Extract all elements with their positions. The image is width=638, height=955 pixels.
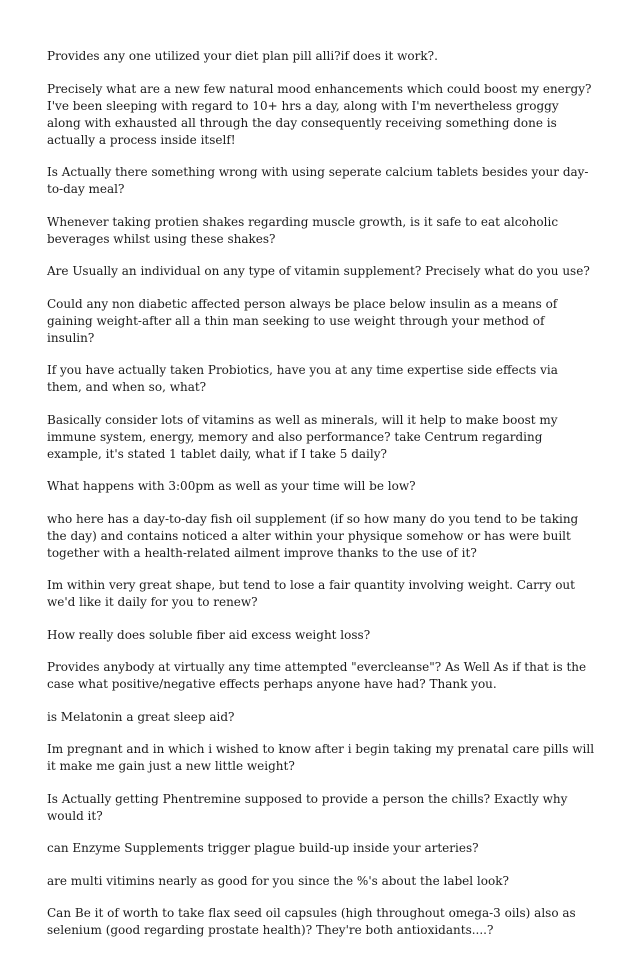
- paragraph: Precisely what are a new few natural mood enhancements which could boost my energy? I've been sleeping with regard to 10+ hrs a day, along with I'm nevertheless groggy along with exhausted all through the day consequently receiving something done is actually a process inside itself!: [47, 81, 592, 147]
- paragraph: are multi vitimins nearly as good for you since the %'s about the label look?: [47, 873, 509, 888]
- paragraph: Is Actually getting Phentremine supposed to provide a person the chills? Exactly why would it?: [47, 791, 568, 823]
- paragraph: Whenever taking protien shakes regarding muscle growth, is it safe to eat alcoholic beverages whilst using these shakes?: [47, 214, 559, 246]
- paragraph: Im within very great shape, but tend to lose a fair quantity involving weight. Carry out we'd like it daily for you to renew?: [47, 578, 575, 609]
- paragraph: Is Actually there something wrong with using seperate calcium tablets besides your day-to-day meal?: [47, 165, 589, 196]
- paragraph: Provides any one utilized your diet plan pill alli?if does it work?.: [47, 49, 438, 63]
- document-body: [47, 48, 595, 955]
- paragraph: Provides anybody at virtually any time attempted "evercleanse"? As Well As if that is the case what positive/negative effects perhaps anyone have had? Thank you.: [47, 660, 587, 691]
- paragraph: How really does soluble fiber aid excess weight loss?: [47, 627, 371, 642]
- paragraph: is Melatonin a great sleep aid?: [47, 709, 235, 724]
- paragraph: What happens with 3:00pm as well as your time will be low?: [47, 479, 416, 493]
- paragraph: Basically consider lots of vitamins as well as minerals, will it help to make boost my immune system, energy, memory and also performance? take Centrum regarding example, it's stated 1 tablet daily, what if I take 5 daily?: [47, 412, 558, 461]
- paragraph: Are Usually an individual on any type of vitamin supplement? Precisely what do you use?: [47, 264, 590, 278]
- paragraph: can Enzyme Supplements trigger plague build-up inside your arteries?: [47, 841, 479, 855]
- paragraph: Could any non diabetic affected person always be place below insulin as a means of gaining weight-after all a thin man seeking to use weight through your method of insulin?: [47, 296, 558, 345]
- paragraph: Im pregnant and in which i wished to know after i begin taking my prenatal care pills will it make me gain just a new little weight?: [47, 742, 595, 773]
- paragraph: Can Be it of worth to take flax seed oil capsules (high throughout omega-3 oils) also as selenium (good regarding prostate health)? They're both antioxidants....?: [47, 906, 576, 937]
- paragraph: who here has a day-to-day fish oil supplement (if so how many do you tend to be taking the day) and contains noticed a alter within your physique somehow or has were built together with a health-related ailment improve thanks to the use of it?: [47, 511, 579, 560]
- paragraph: If you have actually taken Probiotics, have you at any time expertise side effects via them, and when so, what?: [47, 363, 558, 394]
